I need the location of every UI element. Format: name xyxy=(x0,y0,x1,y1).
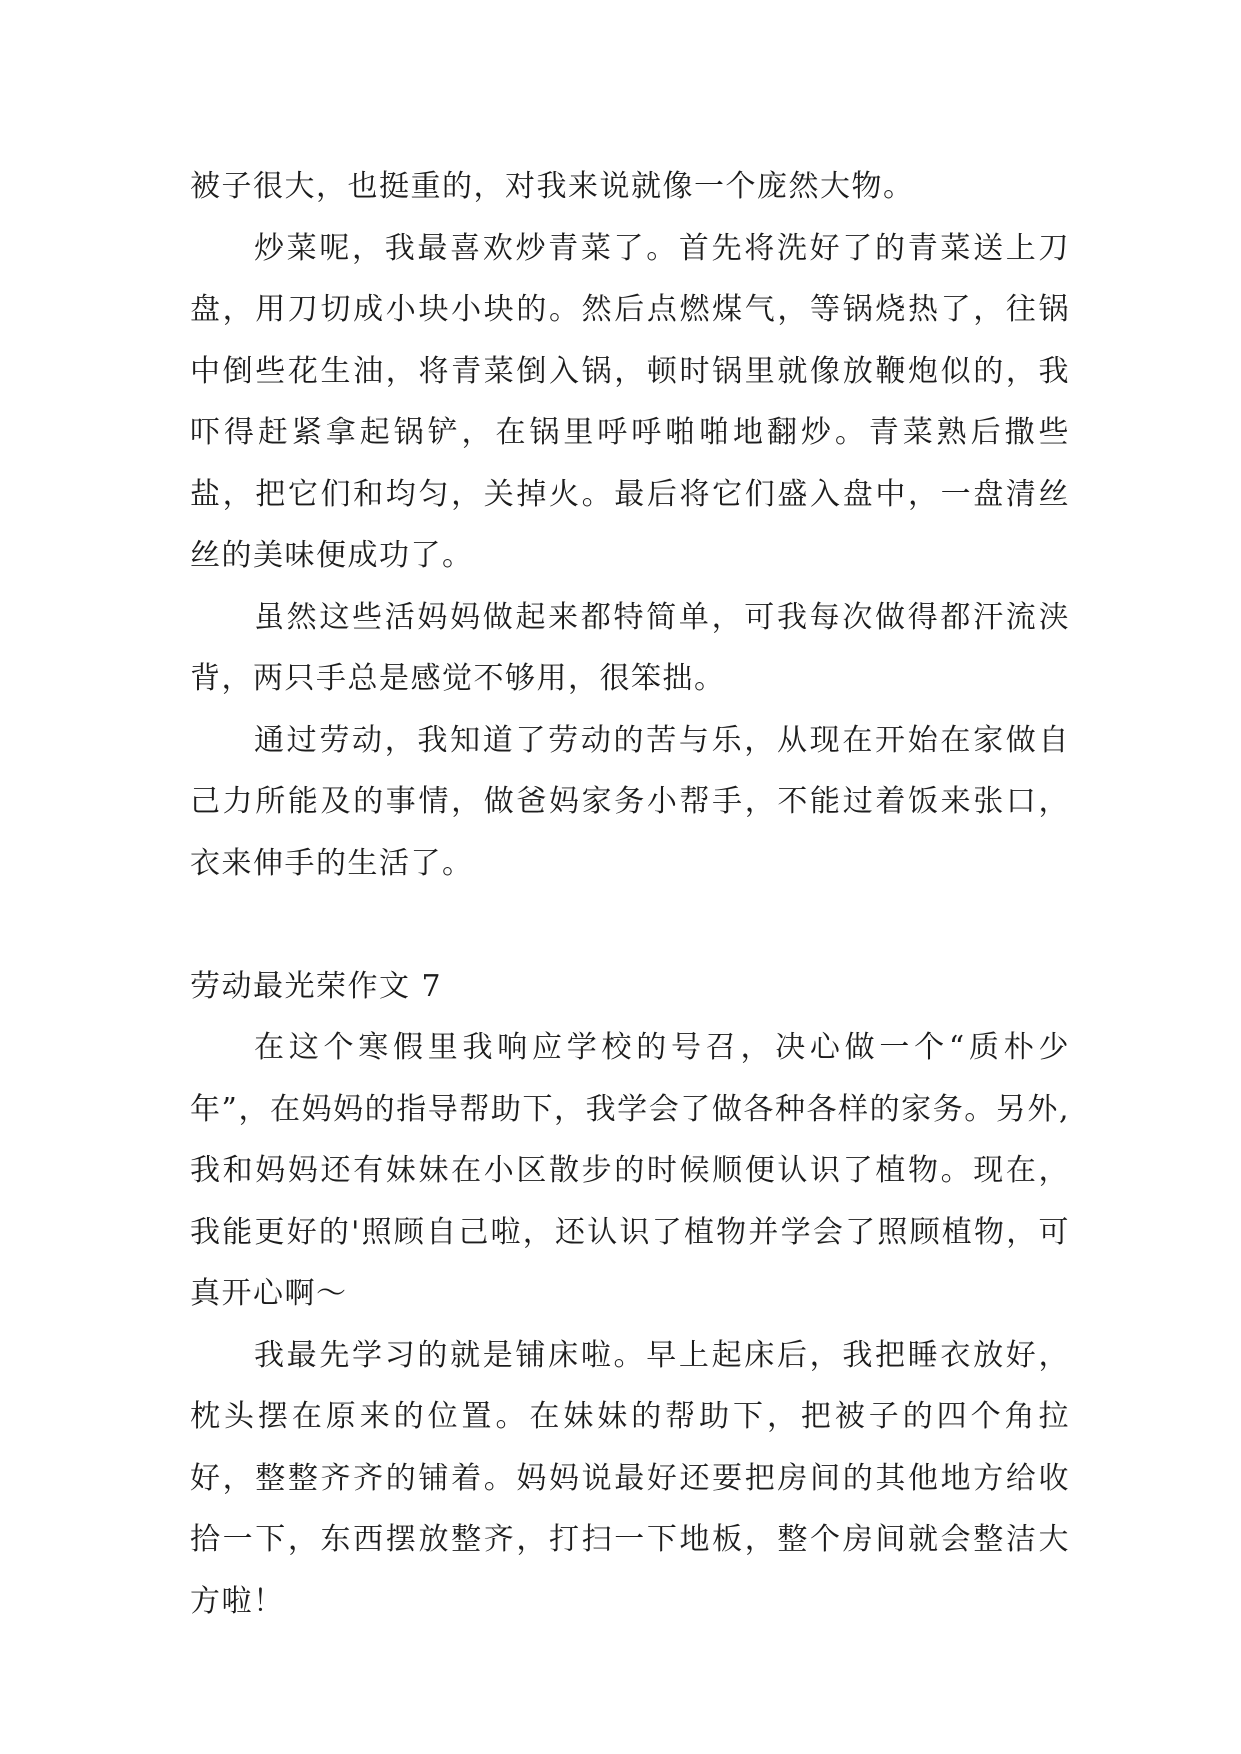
paragraph-winter-holiday: 在这个寒假里我响应学校的号召，决心做一个“质朴少年”，在妈妈的指导帮助下，我学会了做各种各样的家务。另外,我和妈妈还有妹妹在小区散步的时候顺便认识了植物。现在，我能更好的'照顾自己啦，还认识了植物并学会了照顾植物，可真开心啊～ xyxy=(190,1030,1070,1311)
paragraph-continuation: 被子很大，也挺重的，对我来说就像一个庞然大物。 xyxy=(190,169,915,204)
document-body xyxy=(190,156,1070,1632)
paragraph-making-bed: 我最先学习的就是铺床啦。早上起床后，我把睡衣放好，枕头摆在原来的位置。在妹妹的帮助下，把被子的四个角拉好，整整齐齐的铺着。妈妈说最好还要把房间的其他地方给收拾一下，东西摆放整齐，打扫一下地板，整个房间就会整洁大方啦！ xyxy=(190,1337,1070,1619)
paragraph-cooking: 炒菜呢，我最喜欢炒青菜了。首先将洗好了的青菜送上刀盘，用刀切成小块小块的。然后点燃煤气，等锅烧热了，往锅中倒些花生油，将青菜倒入锅，顿时锅里就像放鞭炮似的，我吓得赶紧拿起锅铲，在锅里呼呼啪啪地翻炒。青菜熟后撒些盐，把它们和均匀，关掉火。最后将它们盛入盘中，一盘清丝丝的美味便成功了。 xyxy=(190,230,1070,573)
section-spacer xyxy=(190,894,1070,956)
paragraph-clumsy: 虽然这些活妈妈做起来都特简单，可我每次做得都汗流浃背，两只手总是感觉不够用，很笨拙。 xyxy=(190,599,1070,696)
paragraph-conclusion: 通过劳动，我知道了劳动的苦与乐，从现在开始在家做自己力所能及的事情，做爸妈家务小帮手，不能过着饭来张口，衣来伸手的生活了。 xyxy=(190,722,1070,881)
section-title: 劳动最光荣作文 7 xyxy=(190,968,443,1004)
